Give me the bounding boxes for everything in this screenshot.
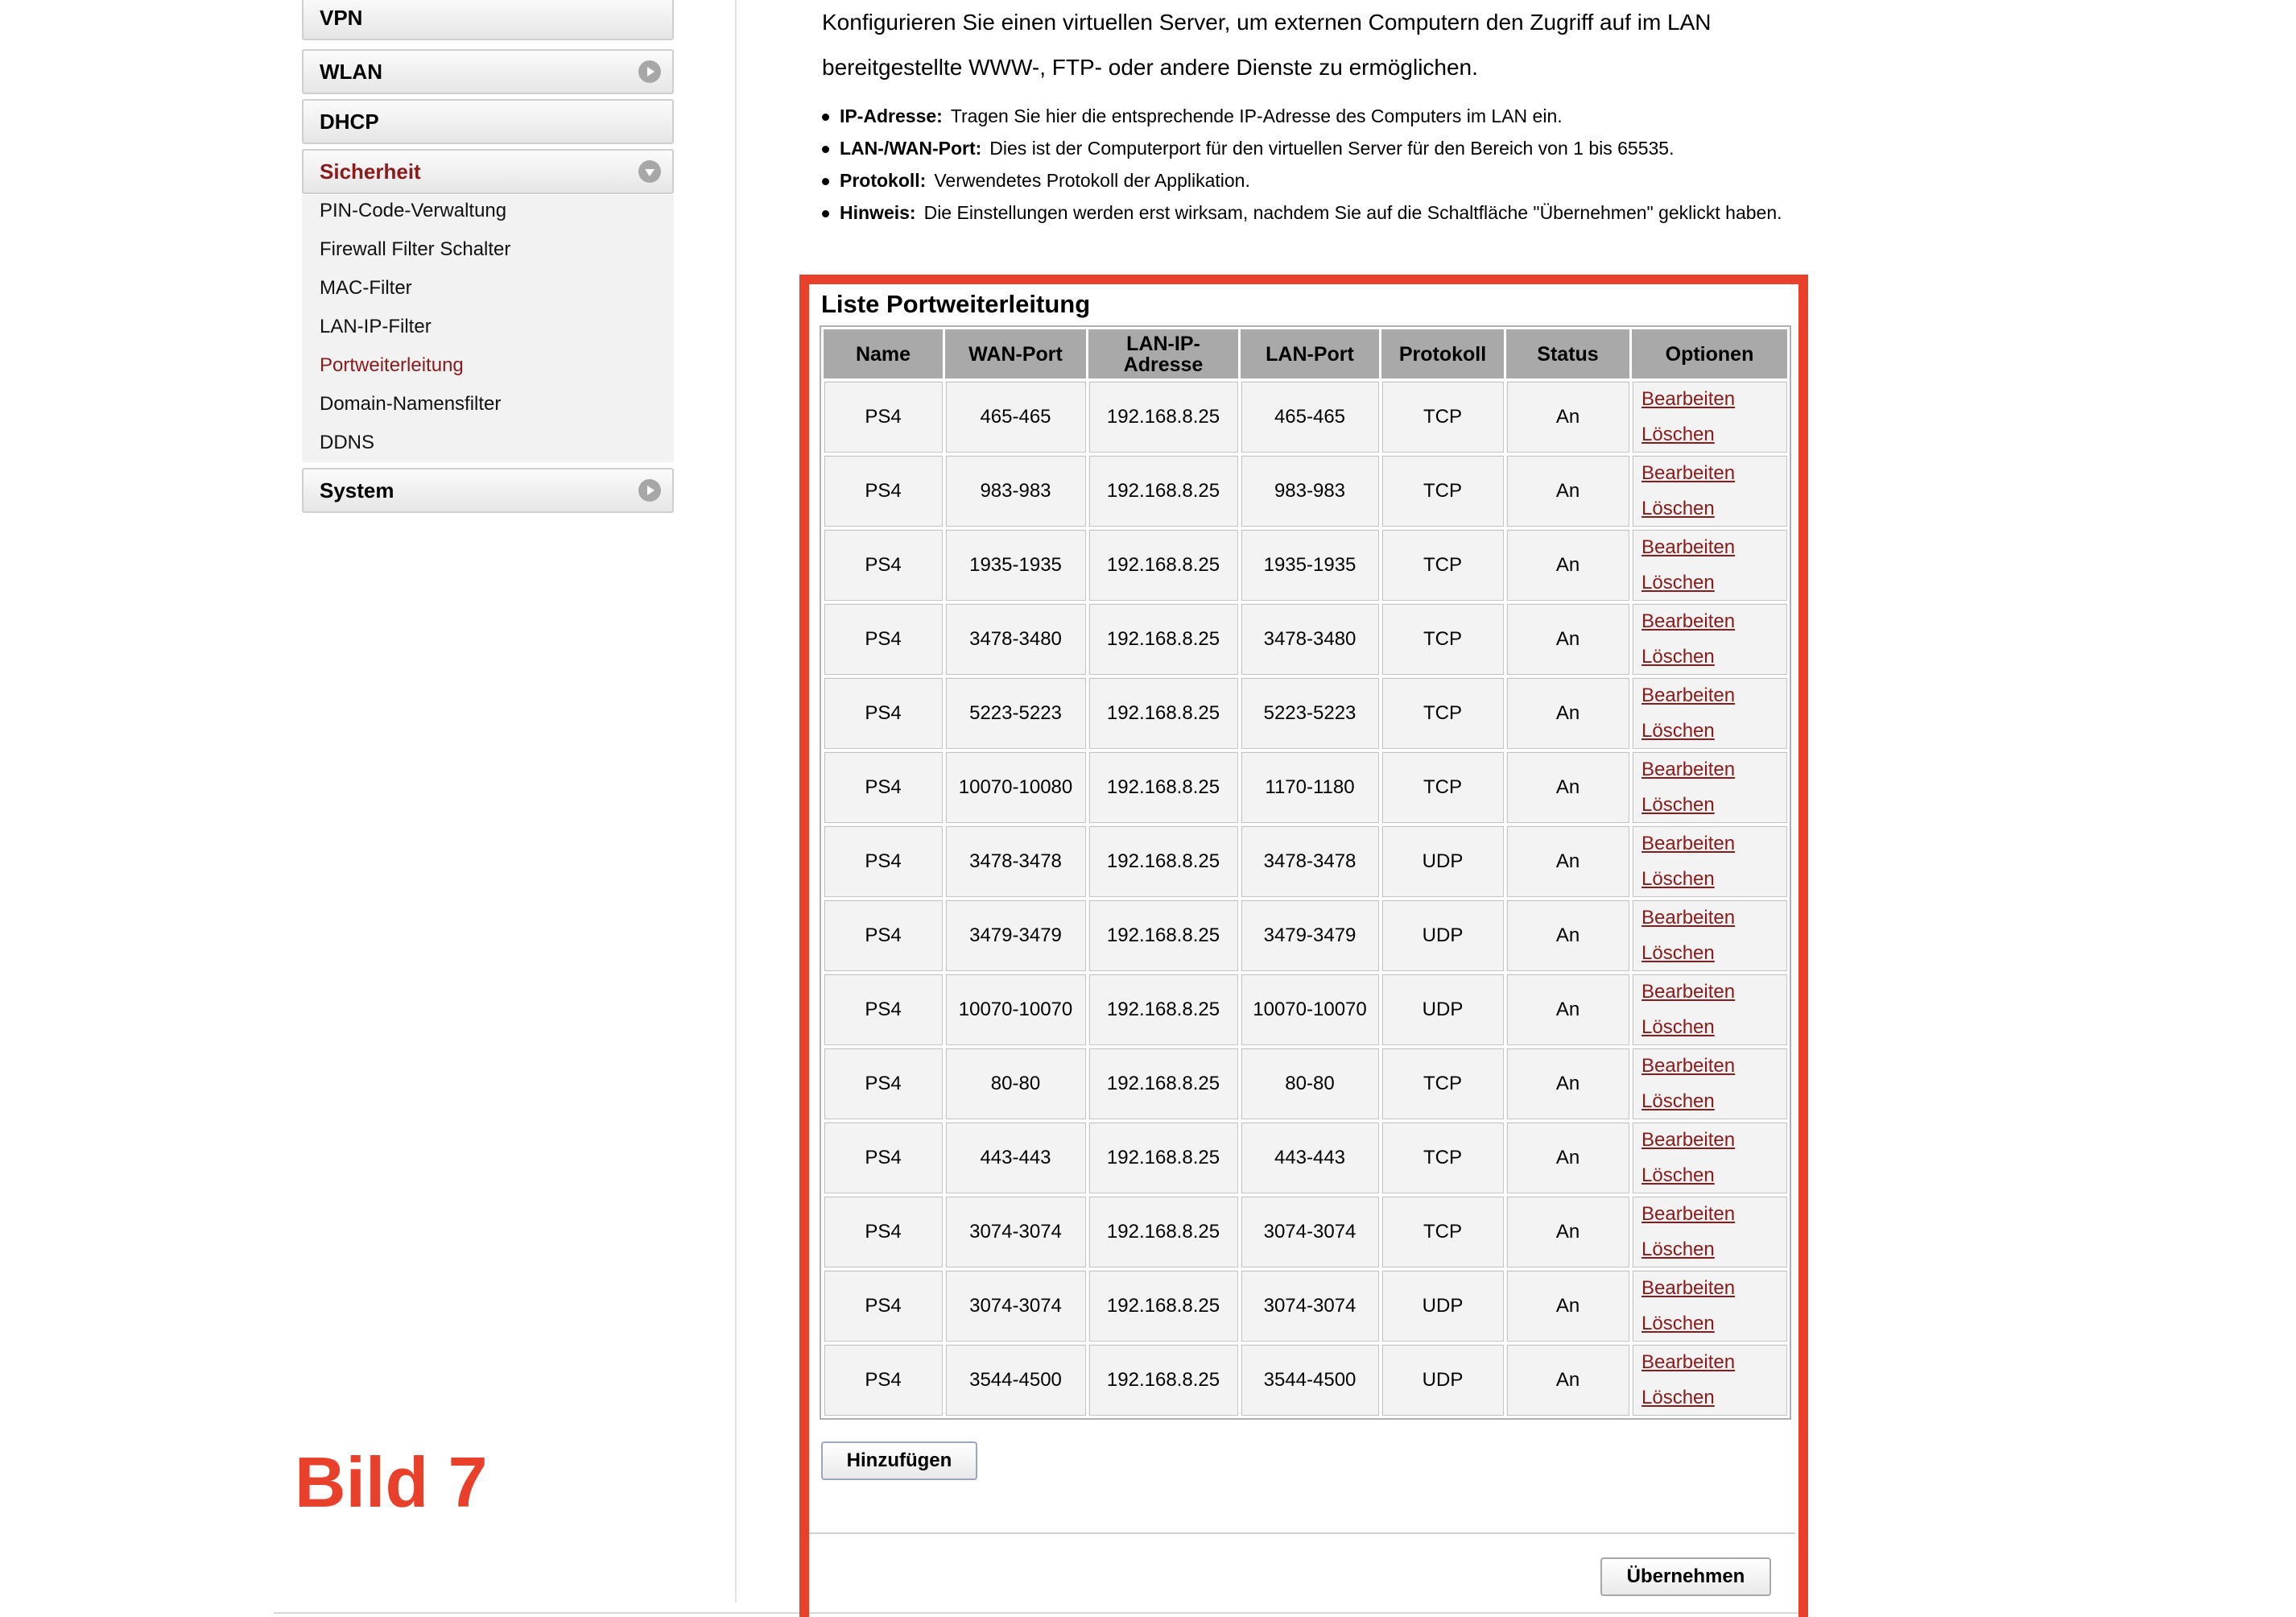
cell-protocol: UDP [1381,973,1505,1047]
cell-name: PS4 [823,1121,944,1195]
cell-status: An [1505,1121,1631,1195]
cell-lan-ip: 192.168.8.25 [1088,1195,1240,1269]
sicherheit-submenu [302,195,674,462]
cell-lan-port: 3478-3480 [1240,602,1381,676]
table-row [823,1121,1789,1195]
cell-options [1631,1195,1789,1269]
table-body [823,380,1789,1417]
cell-protocol: TCP [1381,1121,1505,1195]
bullet-label: LAN-/WAN-Port: [840,138,982,159]
edit-link[interactable]: Bearbeiten [1641,1350,1736,1373]
cell-options [1631,528,1789,602]
cell-wan-port: 983-983 [944,454,1088,528]
cell-status: An [1505,1343,1631,1417]
cell-protocol: UDP [1381,825,1505,899]
table-row [823,528,1789,602]
cell-status: An [1505,1269,1631,1343]
edit-link[interactable]: Bearbeiten [1641,461,1736,484]
nav-wlan-label: WLAN [320,60,382,84]
cell-name: PS4 [823,1269,944,1343]
cell-lan-ip: 192.168.8.25 [1088,1343,1240,1417]
cell-wan-port: 3074-3074 [944,1195,1088,1269]
cell-lan-port: 3478-3478 [1240,825,1381,899]
table-row [823,973,1789,1047]
delete-link[interactable]: Löschen [1641,719,1715,742]
bullet-protocol [822,164,1812,196]
bullet-label: IP-Adresse: [840,105,943,126]
table-header-row [823,329,1789,380]
cell-lan-ip: 192.168.8.25 [1088,751,1240,825]
bullet-text: Tragen Sie hier die entsprechende IP-Adresse des Computers im LAN ein. [950,105,1563,126]
cell-status: An [1505,899,1631,973]
cell-lan-ip: 192.168.8.25 [1088,1121,1240,1195]
chevron-right-icon [638,60,661,83]
cell-options [1631,899,1789,973]
cell-lan-ip: 192.168.8.25 [1088,825,1240,899]
delete-link[interactable]: Löschen [1641,793,1715,816]
cell-status: An [1505,1047,1631,1121]
cell-lan-ip: 192.168.8.25 [1088,973,1240,1047]
intro-text [822,0,1812,90]
port-forwarding-table [821,327,1790,1418]
cell-protocol: TCP [1381,1195,1505,1269]
cell-options [1631,973,1789,1047]
cell-lan-ip: 192.168.8.25 [1088,454,1240,528]
cell-options [1631,454,1789,528]
bullet-label: Hinweis: [840,202,916,223]
submenu-pin-code[interactable]: PIN-Code-Verwaltung [320,200,507,221]
cell-name: PS4 [823,676,944,751]
edit-link[interactable]: Bearbeiten [1641,1054,1736,1077]
cell-name: PS4 [823,1343,944,1417]
delete-link[interactable]: Löschen [1641,645,1715,668]
cell-name: PS4 [823,454,944,528]
table-row [823,1343,1789,1417]
nav-sicherheit-label: Sicherheit [320,159,421,184]
delete-link[interactable]: Löschen [1641,1015,1715,1038]
table-row [823,1047,1789,1121]
cell-options [1631,380,1789,454]
edit-link[interactable]: Bearbeiten [1641,610,1736,632]
intro-line-1: Konfigurieren Sie einen virtuellen Server, um externen Computern den Zugriff auf im LAN [822,10,1712,35]
chevron-down-icon [638,160,661,183]
cell-options [1631,676,1789,751]
table-row [823,380,1789,454]
cell-name: PS4 [823,528,944,602]
col-header-lan-port: LAN-Port [1240,329,1381,380]
footer-separator [809,1532,1795,1534]
cell-options [1631,825,1789,899]
edit-link[interactable]: Bearbeiten [1641,832,1736,854]
cell-status: An [1505,1195,1631,1269]
table-row [823,899,1789,973]
bullet-text: Verwendetes Protokoll der Applikation. [934,170,1250,191]
col-header-name: Name [823,329,944,380]
cell-wan-port: 3544-4500 [944,1343,1088,1417]
cell-wan-port: 80-80 [944,1047,1088,1121]
cell-options [1631,751,1789,825]
cell-name: PS4 [823,973,944,1047]
edit-link[interactable]: Bearbeiten [1641,1276,1736,1299]
cell-status: An [1505,380,1631,454]
col-header-options: Optionen [1631,329,1789,380]
cell-lan-ip: 192.168.8.25 [1088,380,1240,454]
cell-protocol: UDP [1381,1269,1505,1343]
cell-lan-port: 983-983 [1240,454,1381,528]
submenu-lan-ip-filter[interactable]: LAN-IP-Filter [320,316,432,337]
bullet-label: Protokoll: [840,170,927,191]
submenu-ddns[interactable]: DDNS [320,432,375,453]
cell-lan-port: 10070-10070 [1240,973,1381,1047]
cell-status: An [1505,602,1631,676]
cell-status: An [1505,676,1631,751]
bullet-ip [822,100,1812,132]
submenu-domain-filter[interactable]: Domain-Namensfilter [320,393,502,415]
cell-lan-port: 443-443 [1240,1121,1381,1195]
nav-dhcp[interactable] [302,99,674,144]
delete-link[interactable]: Löschen [1641,1386,1715,1408]
nav-system[interactable] [302,468,674,513]
cell-lan-ip: 192.168.8.25 [1088,899,1240,973]
edit-link[interactable]: Bearbeiten [1641,536,1736,558]
nav-dhcp-label: DHCP [320,110,379,134]
cell-wan-port: 3478-3478 [944,825,1088,899]
table-title: Liste Portweiterleitung [821,290,1091,318]
cell-protocol: TCP [1381,528,1505,602]
cell-options [1631,1047,1789,1121]
cell-name: PS4 [823,380,944,454]
help-bullets [822,100,1812,229]
bullet-text: Die Einstellungen werden erst wirksam, nachdem Sie auf die Schaltfläche "Übernehmen" geklickt haben. [923,202,1782,223]
cell-status: An [1505,751,1631,825]
nav-vpn-label: VPN [320,6,363,30]
table-row [823,676,1789,751]
bullet-port [822,132,1812,164]
cell-wan-port: 3478-3480 [944,602,1088,676]
cell-lan-port: 5223-5223 [1240,676,1381,751]
cell-wan-port: 3074-3074 [944,1269,1088,1343]
nav-sicherheit[interactable] [302,149,674,194]
cell-lan-ip: 192.168.8.25 [1088,1269,1240,1343]
cell-wan-port: 1935-1935 [944,528,1088,602]
apply-button[interactable]: Übernehmen [1600,1557,1771,1596]
cell-options [1631,1269,1789,1343]
cell-protocol: UDP [1381,899,1505,973]
table-row [823,602,1789,676]
cell-options [1631,1343,1789,1417]
delete-link[interactable]: Löschen [1641,1090,1715,1112]
edit-link[interactable]: Bearbeiten [1641,1202,1736,1225]
cell-lan-ip: 192.168.8.25 [1088,602,1240,676]
delete-link[interactable]: Löschen [1641,867,1715,890]
col-header-protocol: Protokoll [1381,329,1505,380]
cell-protocol: TCP [1381,380,1505,454]
cell-protocol: TCP [1381,676,1505,751]
cell-lan-port: 3074-3074 [1240,1195,1381,1269]
table-row [823,1269,1789,1343]
bullet-text: Dies ist der Computerport für den virtuellen Server für den Bereich von 1 bis 65535. [989,138,1675,159]
cell-lan-ip: 192.168.8.25 [1088,676,1240,751]
cell-lan-port: 1935-1935 [1240,528,1381,602]
delete-link[interactable]: Löschen [1641,423,1715,445]
cell-wan-port: 5223-5223 [944,676,1088,751]
delete-link[interactable]: Löschen [1641,1164,1715,1186]
cell-name: PS4 [823,602,944,676]
cell-status: An [1505,825,1631,899]
edit-link[interactable]: Bearbeiten [1641,980,1736,1003]
edit-link[interactable]: Bearbeiten [1641,906,1736,928]
bullet-note [822,196,1812,229]
vertical-divider [735,0,737,1603]
cell-status: An [1505,973,1631,1047]
edit-link[interactable]: Bearbeiten [1641,387,1736,410]
bottom-divider [274,1612,1803,1614]
cell-options [1631,1121,1789,1195]
submenu-firewall-filter[interactable]: Firewall Filter Schalter [320,238,511,260]
cell-lan-port: 80-80 [1240,1047,1381,1121]
cell-status: An [1505,528,1631,602]
col-header-wan-port: WAN-Port [944,329,1088,380]
table-row [823,751,1789,825]
nav-vpn[interactable] [302,0,674,40]
cell-wan-port: 3479-3479 [944,899,1088,973]
cell-protocol: TCP [1381,751,1505,825]
cell-lan-port: 3544-4500 [1240,1343,1381,1417]
submenu-portweiterleitung[interactable]: Portweiterleitung [320,354,464,376]
cell-wan-port: 10070-10070 [944,973,1088,1047]
delete-link[interactable]: Löschen [1641,571,1715,593]
cell-protocol: TCP [1381,602,1505,676]
cell-protocol: UDP [1381,1343,1505,1417]
cell-lan-port: 465-465 [1240,380,1381,454]
nav-system-label: System [320,478,394,502]
table-row [823,1195,1789,1269]
cell-options [1631,602,1789,676]
submenu-mac-filter[interactable]: MAC-Filter [320,277,412,299]
nav-wlan[interactable] [302,49,674,94]
cell-lan-ip: 192.168.8.25 [1088,528,1240,602]
cell-name: PS4 [823,751,944,825]
cell-lan-port: 3074-3074 [1240,1269,1381,1343]
chevron-right-icon [638,479,661,502]
delete-link[interactable]: Löschen [1641,1312,1715,1334]
table-row [823,825,1789,899]
add-button[interactable]: Hinzufügen [821,1441,977,1480]
delete-link[interactable]: Löschen [1641,941,1715,964]
cell-protocol: TCP [1381,454,1505,528]
cell-wan-port: 10070-10080 [944,751,1088,825]
cell-status: An [1505,454,1631,528]
col-header-status: Status [1505,329,1631,380]
delete-link[interactable]: Löschen [1641,497,1715,519]
cell-wan-port: 465-465 [944,380,1088,454]
cell-wan-port: 443-443 [944,1121,1088,1195]
cell-protocol: TCP [1381,1047,1505,1121]
cell-lan-port: 1170-1180 [1240,751,1381,825]
cell-name: PS4 [823,1047,944,1121]
table-row [823,454,1789,528]
edit-link[interactable]: Bearbeiten [1641,684,1736,706]
cell-name: PS4 [823,899,944,973]
cell-lan-ip: 192.168.8.25 [1088,1047,1240,1121]
intro-line-2: bereitgestellte WWW-, FTP- oder andere Dienste zu ermöglichen. [822,55,1478,80]
figure-annotation: Bild 7 [295,1442,488,1522]
col-header-lan-ip: LAN-IP-Adresse [1088,329,1240,380]
cell-name: PS4 [823,825,944,899]
delete-link[interactable]: Löschen [1641,1238,1715,1260]
cell-lan-port: 3479-3479 [1240,899,1381,973]
edit-link[interactable]: Bearbeiten [1641,758,1736,780]
cell-name: PS4 [823,1195,944,1269]
edit-link[interactable]: Bearbeiten [1641,1128,1736,1151]
